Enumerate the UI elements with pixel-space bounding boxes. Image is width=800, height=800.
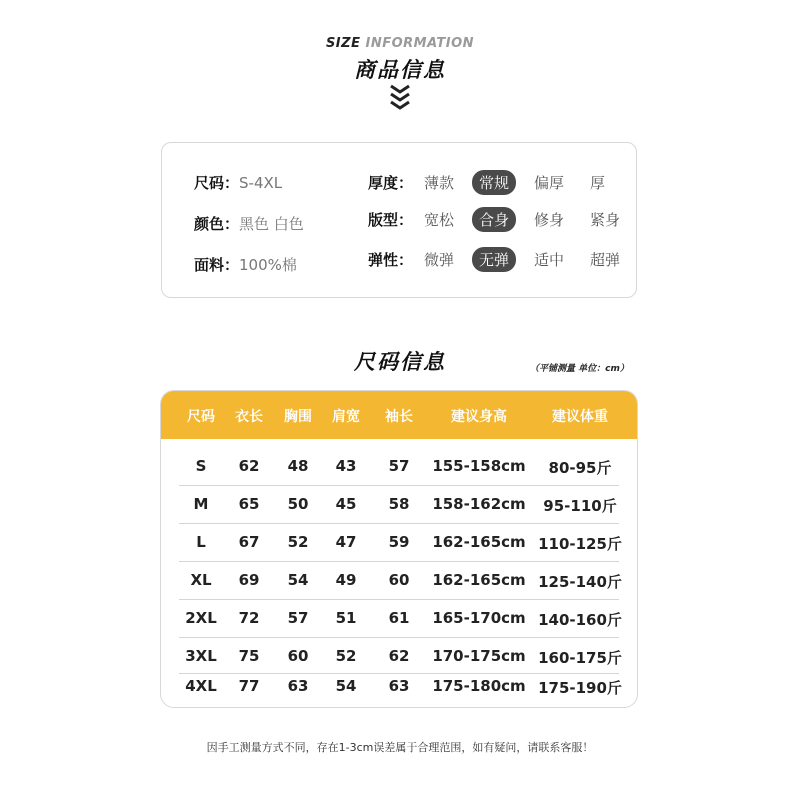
table-cell: 69 (238, 571, 260, 589)
measurement-disclaimer: 因手工测量方式不同，存在1-3cm误差属于合理范围，如有疑问，请联系客服！ (206, 741, 594, 754)
fit-option: 紧身 (590, 211, 621, 229)
table-cell: 162-165cm (432, 571, 526, 589)
color-value: 黑色 白色 (239, 215, 304, 233)
table-cell: 60 (287, 647, 309, 665)
size-value: S-4XL (239, 174, 283, 192)
fabric-value: 100%棉 (239, 256, 297, 274)
table-cell: 155-158cm (432, 457, 526, 475)
table-cell: 95-110斤 (543, 497, 617, 515)
table-row (161, 599, 638, 637)
column-header: 肩宽 (332, 409, 360, 425)
table-cell: 60 (388, 571, 410, 589)
table-row (161, 637, 638, 675)
table-cell: 72 (238, 609, 260, 627)
table-cell: S (195, 457, 207, 475)
page-title: 商品信息 (354, 58, 446, 82)
table-cell: 162-165cm (432, 533, 526, 551)
size-chart-unit-note: （平铺测量 单位：cm） (530, 364, 629, 374)
table-cell: 49 (335, 571, 357, 589)
table-cell: 175-180cm (432, 677, 526, 695)
table-row (161, 447, 638, 485)
header-en-word1: SIZE (325, 36, 361, 51)
column-header: 建议体重 (552, 409, 608, 425)
table-cell: 59 (388, 533, 410, 551)
table-row (161, 673, 638, 708)
table-cell: 54 (287, 571, 309, 589)
fit-row (368, 209, 628, 233)
thickness-label: 厚度： (368, 174, 414, 192)
table-cell: 57 (388, 457, 410, 475)
fit-option: 修身 (534, 211, 565, 229)
table-cell: 75 (238, 647, 260, 665)
color-row (194, 213, 304, 234)
table-cell: 61 (388, 609, 410, 627)
table-header (161, 391, 638, 439)
thickness-option: 偏厚 (534, 174, 565, 192)
table-cell: L (196, 533, 206, 551)
column-header: 尺码 (187, 409, 215, 425)
table-cell: 110-125斤 (538, 535, 622, 553)
chevron-down-icon (389, 84, 411, 110)
table-cell: 77 (238, 677, 260, 695)
thickness-row (368, 172, 628, 196)
fit-option-selected: 合身 (472, 207, 516, 232)
elasticity-label: 弹性： (368, 251, 414, 269)
fit-label: 版型： (368, 211, 414, 229)
table-cell: 63 (287, 677, 309, 695)
size-label: 尺码： (194, 174, 240, 192)
column-header: 建议身高 (451, 409, 507, 425)
thickness-option-selected: 常规 (472, 170, 516, 195)
table-cell: 58 (388, 495, 410, 513)
table-cell: 62 (238, 457, 260, 475)
table-cell: 51 (335, 609, 357, 627)
table-cell: 48 (287, 457, 309, 475)
table-cell: XL (190, 571, 212, 589)
table-cell: 2XL (185, 609, 217, 627)
column-header: 袖长 (385, 409, 413, 425)
elasticity-option: 适中 (534, 251, 565, 269)
table-cell: 160-175斤 (538, 649, 622, 667)
size-chart-table (160, 390, 638, 708)
table-cell: 50 (287, 495, 309, 513)
table-row (161, 523, 638, 561)
fit-option: 宽松 (424, 211, 455, 229)
table-cell: 140-160斤 (538, 611, 622, 629)
table-cell: 3XL (185, 647, 217, 665)
table-cell: 175-190斤 (538, 679, 622, 697)
table-cell: 52 (287, 533, 309, 551)
table-cell: 43 (335, 457, 357, 475)
color-label: 颜色： (194, 215, 240, 233)
table-row (161, 561, 638, 599)
elasticity-option-selected: 无弹 (472, 247, 516, 272)
table-cell: 62 (388, 647, 410, 665)
table-cell: 65 (238, 495, 260, 513)
table-cell: 67 (238, 533, 260, 551)
elasticity-option: 微弹 (424, 251, 455, 269)
table-cell: 158-162cm (432, 495, 526, 513)
elasticity-row (368, 249, 628, 273)
elasticity-option: 超弹 (590, 251, 621, 269)
table-cell: 165-170cm (432, 609, 526, 627)
column-header: 衣长 (235, 409, 263, 425)
fabric-row (194, 254, 297, 275)
table-cell: 57 (287, 609, 309, 627)
table-row (161, 485, 638, 523)
size-range-row (194, 172, 282, 193)
table-cell: 4XL (185, 677, 217, 695)
table-cell: 52 (335, 647, 357, 665)
header-english (0, 36, 800, 51)
size-chart-title: 尺码信息 (354, 350, 446, 374)
table-cell: 80-95斤 (548, 459, 612, 477)
table-cell: 170-175cm (432, 647, 526, 665)
thickness-option: 薄款 (424, 174, 455, 192)
table-cell: 63 (388, 677, 410, 695)
table-cell: M (193, 495, 209, 513)
table-cell: 45 (335, 495, 357, 513)
product-info-card (161, 142, 637, 298)
header-en-word2: INFORMATION (365, 36, 475, 51)
thickness-option: 厚 (590, 174, 606, 192)
fabric-label: 面料： (194, 256, 240, 274)
table-cell: 125-140斤 (538, 573, 622, 591)
column-header: 胸围 (284, 409, 312, 425)
table-cell: 54 (335, 677, 357, 695)
table-cell: 47 (335, 533, 357, 551)
